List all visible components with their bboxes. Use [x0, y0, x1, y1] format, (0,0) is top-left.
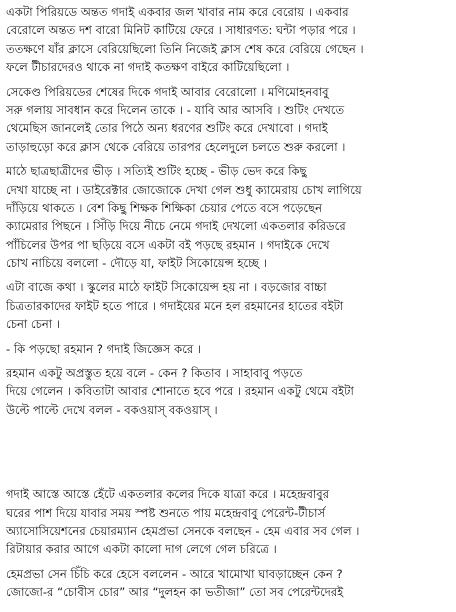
text-line: চিত্রতারকাদের ফাইট হতে পারে । গদাইয়ের মনে হল রহমানের হাতের বইটা: [6, 298, 344, 313]
text-line: ততক্ষণে যাঁর ক্লাসে বেরিয়েছিলো তিনি নিজেই ক্লাস শেষ করে বেরিয়ে গেছেন ।: [6, 41, 364, 56]
text-line: তাড়াহুড়ো করে ক্লাস থেকে বেরিয়ে তারপর হেলেদুলে চলতে শুরু করলো ।: [6, 139, 346, 154]
text-line: - কি পড়ছো রহমান ? গদাই জিজ্ঞেস করে ।: [6, 341, 202, 356]
text-line: দেখা যাচ্ছে না । ডাইরেক্টার জোজোকে দেখা গেল শুধু ক্যামেরায় চোখ লাগিয়ে: [6, 182, 362, 197]
text-line: এটা বাজে কথা । স্কুলের মাঠে ফাইট সিকোয়েন্স হয় না । বড়জোর বাচ্চা: [6, 280, 327, 295]
paragraph-1: [6, 3, 450, 77]
paragraph-3: [6, 162, 450, 272]
text-line: বেরোলে অন্তত দশ বারো মিনিট কাটিয়ে ফেরে । সাধারণত: ঘন্টা পড়ার পরে ।: [6, 23, 356, 38]
text-line: থেমেছিস জানলেই তোর পিঠে অন্য ধরণের শুটিং করে দেখাবো । গদাই: [6, 121, 328, 136]
text-line: উল্টে পাল্টে দেখে বলল - বকওয়াস্ বকওয়াস্ ।: [6, 402, 218, 417]
text-line: হেমপ্রভা সেন চিঁচি করে হেসে বললেন - আরে খামোখা ঘাবড়াচ্ছেন কেন ?: [6, 566, 343, 581]
text-line: ঘরের পাশ দিয়ে যাবার সময় স্পষ্ট শুনতে পায় মহেন্দ্রবাবু পেরেন্ট-টীচার্স: [6, 505, 326, 520]
paragraph-6: [6, 364, 450, 419]
text-line: সরু গলায় সাবধান করে দিলেন তাকে । - যাবি আর আসবি । শুটিং দেখতে: [6, 102, 345, 117]
text-line: জোজো-র “চোবীস চোর” আর “দুলহন কা ভতীজা” তো সব পেরেন্টদেরই: [6, 585, 344, 600]
paragraph-2: [6, 83, 450, 157]
section-gap: [6, 425, 450, 485]
paragraph-8: [6, 565, 450, 602]
text-line: সেকেণ্ড পিরিয়ডের শেষের দিকে গদাই আবার বেরোলো । মণিমোহনবাবু: [6, 84, 329, 99]
text-line: একটা পিরিয়ডে অন্তত গদাই একবার জল খাবার নাম করে বেরোয় । একবার: [6, 5, 349, 19]
text-line: অ্যাসোসিয়েশনের চেয়ারম্যান হেমপ্রভা সেনকে বলছেন - হেম এবার সব গেল ।: [6, 523, 360, 538]
paragraph-7: [6, 485, 450, 559]
text-line: রিটায়ার করার আগে একটা কালো দাগ লেগে গেল চরিত্রে ।: [6, 542, 277, 557]
paragraph-4: [6, 278, 450, 333]
text-line: ফলে টীচারদেরও থাকে না গদাই কতক্ষণ বাইরে কাটিয়েছিলো ।: [6, 60, 290, 75]
text-line: পাঁচিলের উপর পা ছড়িয়ে বসে একটা বই পড়ছে রহমান । গদাইকে দেখে: [6, 237, 330, 252]
text-line: গদাই আস্তে আস্তে হেঁটে একতলার কলের দিকে যাত্রা করে । মহেন্দ্রবাবুর: [6, 487, 330, 502]
text-line: মাঠে ছাত্রছাত্রীদের ভীড় । সত্যিই শুটিং হচ্ছে - ভীড় ভেদ করে কিছু: [6, 164, 307, 179]
paragraph-5: [6, 340, 450, 358]
text-line: রহমান একটু অপ্রস্তুত হয়ে বলে - কেন ? কিতাব । সাহাবাবু পড়তে: [6, 366, 303, 381]
text-line: দাঁড়িয়ে থাকতে । বেশ কিছু শিক্ষক শিক্ষিকা চেয়ার পেতে বসে পড়েছেন: [6, 200, 323, 215]
text-line: চেনা চেনা ।: [6, 317, 61, 332]
text-line: দিয়ে গেলেন । কবিতাটা আবার শোনাতে হবে পরে । রহমান একটু থেমে বইটা: [6, 384, 354, 399]
text-line: চোখ নাচিয়ে বললো - দৌড়ে যা, ফাইট সিকোয়েন্স হচ্ছে ।: [6, 256, 267, 271]
text-line: ক্যামেরার পিছনে । সিঁড়ি দিয়ে নীচে নেমে গদাই দেখলো একতলার করিডরে: [6, 219, 346, 234]
